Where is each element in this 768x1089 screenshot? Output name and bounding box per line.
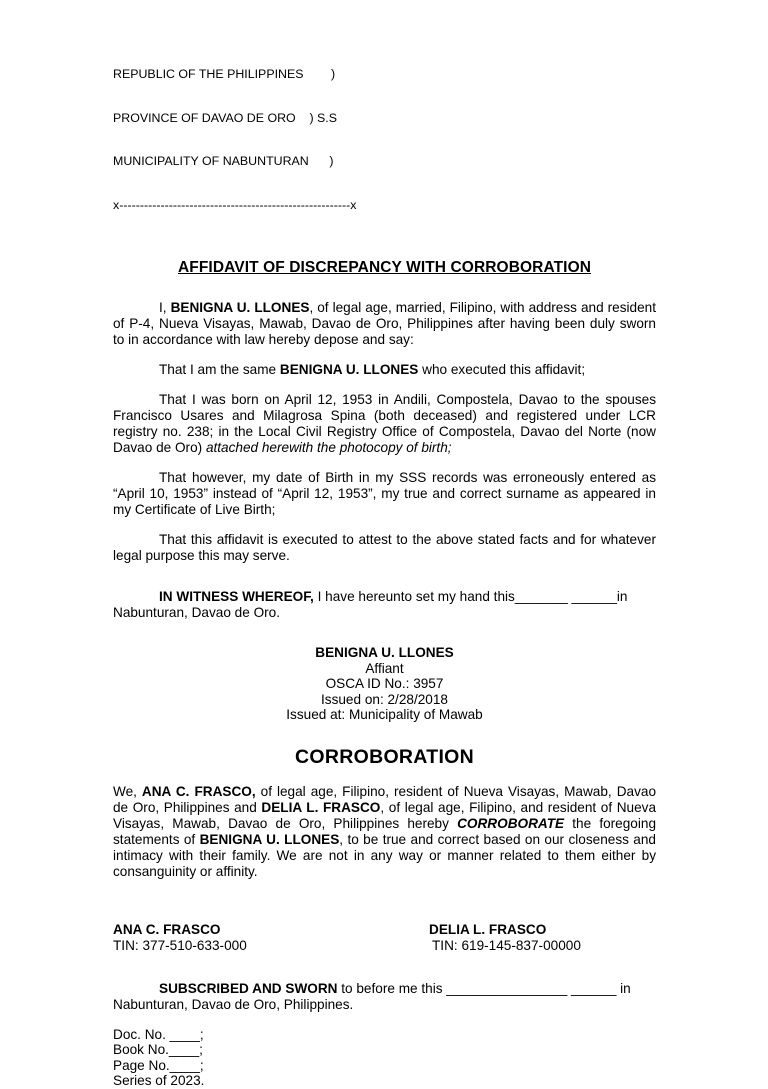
text-span: That I was born on April 12, 1953 in Andili, Compostela, Davao to the spouses Francisco Usares and Milagrosa Spina (both deceased) and registered under LCR registry no. 238; in the Local Civil Registry Office of Compostela, Davao del Norte (now Davao de Oro)	[113, 392, 656, 455]
corroboration-title: CORROBORATION	[294, 745, 475, 768]
signatory-right	[429, 922, 656, 954]
affiant-name: BENIGNA U. LLONES	[315, 645, 454, 660]
document-title: AFFIDAVIT OF DISCREPANCY WITH CORROBORATION	[177, 259, 592, 276]
paragraph-identity	[113, 362, 656, 378]
signatory-tin: TIN: 619-145-837-00000	[432, 937, 581, 953]
signatory-left	[113, 922, 429, 954]
paragraph-discrepancy	[113, 470, 656, 518]
text-span: That this affidavit is executed to attest to the above stated facts and for whatever legal purpose this may serve.	[113, 532, 656, 563]
issued-on: Issued on: 2/28/2018	[321, 691, 448, 707]
text-span: of legal age, Filipino, resident of Nueva Visayas, Mawab, Davao de Oro, Philippines and	[113, 783, 657, 815]
text-span: to before me this ________________ ______ in Nabunturan, Davao de Oro, Philippines.	[113, 980, 631, 1012]
witness-signatures	[113, 922, 656, 954]
affiant-name-inline: BENIGNA U. LLONES	[170, 300, 310, 315]
witness-name-inline: ANA C. FRASCO,	[141, 783, 256, 799]
venue-line: MUNICIPALITY OF NABUNTURAN )	[113, 154, 334, 168]
jurat-heading: SUBSCRIBED AND SWORN	[159, 980, 338, 996]
paragraph-birth	[113, 392, 656, 456]
text-span: I,	[159, 300, 171, 315]
text-span: , of legal age, married, Filipino, with address and resident of P-4, Nueva Visayas, Mawab, Davao de Oro, Philippines after having been duly sworn to in accordance with law hereby depose and say:	[113, 300, 656, 347]
notarial-register	[113, 1027, 656, 1089]
venue-divider: x--------------------------------------------------------x	[113, 197, 357, 212]
venue-line: PROVINCE OF DAVAO DE ORO ) S.S	[113, 110, 337, 125]
affiant-name-inline: BENIGNA U. LLONES	[199, 831, 340, 847]
series-year: Series of 2023.	[113, 1073, 205, 1088]
corroborate-keyword: CORROBORATE	[457, 815, 565, 831]
italic-note: attached herewith the photocopy of birth;	[205, 440, 452, 455]
issued-at: Issued at: Municipality of Mawab	[286, 707, 483, 722]
paragraph-purpose	[113, 532, 656, 564]
text-span: That I am the same	[159, 362, 280, 377]
venue-line: REPUBLIC OF THE PHILIPPINES )	[113, 67, 336, 81]
witness-name-inline: DELIA L. FRASCO	[261, 799, 381, 815]
signatory-tin: TIN: 377-510-633-000	[113, 937, 247, 953]
doc-no: Doc. No. ____;	[113, 1026, 204, 1042]
affiant-name-inline: BENIGNA U. LLONES	[279, 362, 419, 377]
witness-heading: IN WITNESS WHEREOF,	[159, 589, 314, 604]
signatory-name: DELIA L. FRASCO	[429, 921, 547, 937]
affiant-role: Affiant	[365, 660, 404, 676]
paragraph-jurat	[113, 981, 656, 1013]
text-span: , to be true and correct based on our closeness and intimacy with their family. We are not in any way or manner related to them either by consanguinity or affinity.	[113, 831, 656, 879]
paragraph-intro	[113, 300, 656, 348]
book-no: Book No.____;	[113, 1042, 203, 1057]
osca-id: OSCA ID No.: 3957	[325, 676, 444, 691]
paragraph-witness	[113, 589, 656, 621]
page-no: Page No.____;	[113, 1057, 204, 1073]
text-span: , of legal age, Filipino, and resident of Nueva Visayas, Mawab, Davao de Oro, Philippines hereby	[113, 799, 657, 831]
venue-block	[113, 38, 656, 241]
text-span: I have hereunto set my hand this_______ ______in Nabunturan, Davao de Oro.	[113, 589, 628, 620]
affidavit-page	[113, 38, 656, 1089]
text-span: That however, my date of Birth in my SSS records was erroneously entered as “April 10, 1953” instead of “April 12, 1953”, my true and correct surname as appeared in my Certificate of Live Birth;	[113, 470, 656, 517]
text-span: who executed this affidavit;	[418, 362, 586, 377]
affiant-signature-block	[113, 645, 656, 723]
text-span: the foregoing statements of	[113, 815, 657, 847]
text-span: We,	[113, 783, 142, 799]
signatory-name: ANA C. FRASCO	[113, 921, 221, 937]
paragraph-corroboration	[113, 784, 656, 880]
